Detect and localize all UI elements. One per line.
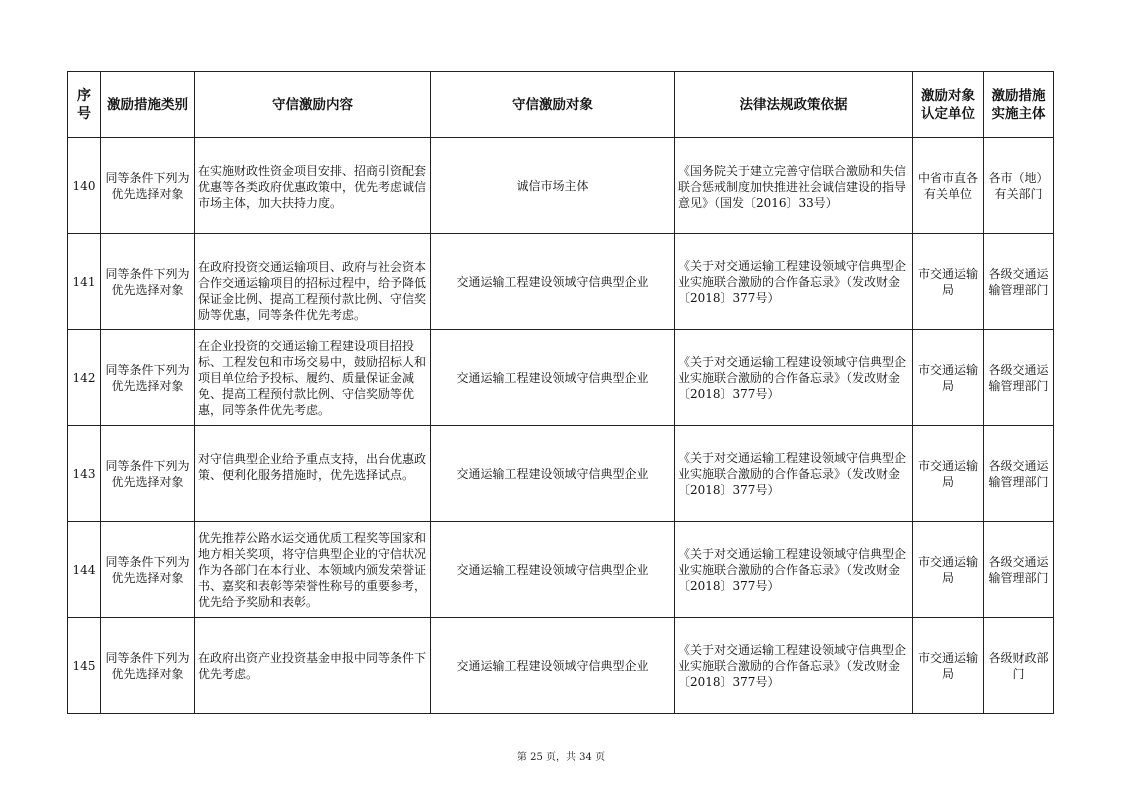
row-identify-unit: 市交通运输局 — [913, 618, 984, 714]
row-number: 141 — [68, 234, 101, 330]
header-target: 守信激励对象 — [431, 72, 675, 138]
row-basis: 《关于对交通运输工程建设领域守信典型企业实施联合激励的合作备忘录》（发改财金〔2018〕377号） — [675, 522, 913, 618]
row-implement-unit: 各级交通运输管理部门 — [984, 234, 1054, 330]
row-target: 交通运输工程建设领域守信典型企业 — [431, 618, 675, 714]
row-content: 对守信典型企业给予重点支持，出台优惠政策、便利化服务措施时，优先选择试点。 — [195, 426, 431, 522]
row-identify-unit: 市交通运输局 — [913, 330, 984, 426]
row-implement-unit: 各级交通运输管理部门 — [984, 426, 1054, 522]
header-basis: 法律法规政策依据 — [675, 72, 913, 138]
row-category: 同等条件下列为优先选择对象 — [101, 618, 195, 714]
row-basis: 《关于对交通运输工程建设领域守信典型企业实施联合激励的合作备忘录》（发改财金〔2018〕377号） — [675, 330, 913, 426]
row-identify-unit: 市交通运输局 — [913, 522, 984, 618]
table-row — [68, 618, 1054, 714]
table-row — [68, 138, 1054, 234]
row-content: 在实施财政性资金项目安排、招商引资配套优惠等各类政府优惠政策中，优先考虑诚信市场主体，加大扶持力度。 — [195, 138, 431, 234]
row-target: 交通运输工程建设领域守信典型企业 — [431, 234, 675, 330]
incentive-table — [67, 71, 1054, 714]
row-target: 诚信市场主体 — [431, 138, 675, 234]
row-content: 优先推荐公路水运交通优质工程奖等国家和地方相关奖项，将守信典型企业的守信状况作为各部门在本行业、本领域内颁发荣誉证书、嘉奖和表彰等荣誉性称号的重要参考，优先给予奖励和表彰。 — [195, 522, 431, 618]
table-row — [68, 234, 1054, 330]
header-implement-unit: 激励措施实施主体 — [984, 72, 1054, 138]
row-category: 同等条件下列为优先选择对象 — [101, 522, 195, 618]
row-content: 在政府投资交通运输项目、政府与社会资本合作交通运输项目的招标过程中，给予降低保证金比例、提高工程预付款比例、守信奖励等优惠，同等条件优先考虑。 — [195, 234, 431, 330]
row-target: 交通运输工程建设领域守信典型企业 — [431, 522, 675, 618]
row-identify-unit: 市交通运输局 — [913, 234, 984, 330]
row-content: 在政府出资产业投资基金申报中同等条件下优先考虑。 — [195, 618, 431, 714]
row-identify-unit: 市交通运输局 — [913, 426, 984, 522]
row-target: 交通运输工程建设领域守信典型企业 — [431, 426, 675, 522]
header-content: 守信激励内容 — [195, 72, 431, 138]
row-number: 142 — [68, 330, 101, 426]
row-implement-unit: 各级交通运输管理部门 — [984, 330, 1054, 426]
row-category: 同等条件下列为优先选择对象 — [101, 234, 195, 330]
row-number: 140 — [68, 138, 101, 234]
row-basis: 《关于对交通运输工程建设领域守信典型企业实施联合激励的合作备忘录》（发改财金〔2018〕377号） — [675, 234, 913, 330]
row-target: 交通运输工程建设领域守信典型企业 — [431, 330, 675, 426]
page-footer: 第 25 页，共 34 页 — [516, 752, 606, 763]
row-basis: 《关于对交通运输工程建设领域守信典型企业实施联合激励的合作备忘录》（发改财金〔2018〕377号） — [675, 618, 913, 714]
row-category: 同等条件下列为优先选择对象 — [101, 426, 195, 522]
row-number: 145 — [68, 618, 101, 714]
header-category: 激励措施类别 — [101, 72, 195, 138]
table-row — [68, 330, 1054, 426]
table-row — [68, 426, 1054, 522]
row-number: 143 — [68, 426, 101, 522]
header-identify-unit: 激励对象认定单位 — [913, 72, 984, 138]
header-row — [68, 72, 1054, 138]
row-number: 144 — [68, 522, 101, 618]
row-basis: 《关于对交通运输工程建设领域守信典型企业实施联合激励的合作备忘录》（发改财金〔2018〕377号） — [675, 426, 913, 522]
row-implement-unit: 各级交通运输管理部门 — [984, 522, 1054, 618]
row-content: 在企业投资的交通运输工程建设项目招投标、工程发包和市场交易中，鼓励招标人和项目单位给予投标、履约、质量保证金减免、提高工程预付款比例、守信奖励等优惠，同等条件优先考虑。 — [195, 330, 431, 426]
row-category: 同等条件下列为优先选择对象 — [101, 330, 195, 426]
row-category: 同等条件下列为优先选择对象 — [101, 138, 195, 234]
table-row — [68, 522, 1054, 618]
header-seq: 序 号 — [68, 72, 101, 138]
row-implement-unit: 各级财政部门 — [984, 618, 1054, 714]
row-basis: 《国务院关于建立完善守信联合激励和失信联合惩戒制度加快推进社会诚信建设的指导意见》（国发〔2016〕33号） — [675, 138, 913, 234]
row-implement-unit: 各市（地）有关部门 — [984, 138, 1054, 234]
row-identify-unit: 中省市直各有关单位 — [913, 138, 984, 234]
